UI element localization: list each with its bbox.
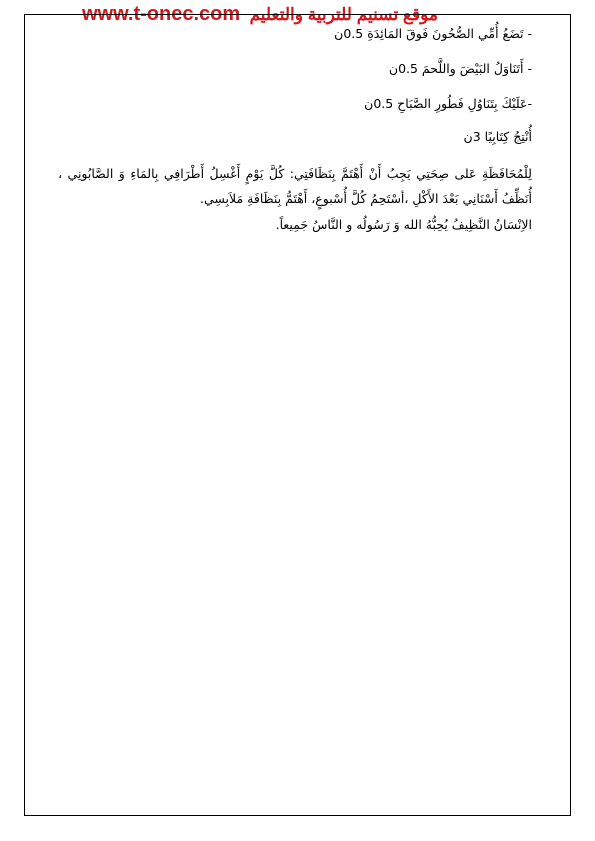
section-heading: أُنْتِجُ كِتَابِيًا 3ن <box>463 129 532 144</box>
page-content <box>58 24 532 235</box>
closing-sentence: الاِنْسَانُ النَّظِيفُ يُحِبُّهُ الله وَ رَسُولُه و النَّاسُ جَمِيعاً. <box>275 217 532 232</box>
exercise-line: - تَضَعُ أُمِّي الصُّحُونَ فَوقَ المَائِدَةِ 0.5ن <box>334 26 532 41</box>
exercise-line: -عَلَيْكَ بِتَنَاوُلِ فَطُورِ الصَّبَاحِ 0.5ن <box>364 96 532 111</box>
watermark-url: www.t-onec.com <box>82 3 241 25</box>
writing-paragraph: لِلْمُحَافَظَةِ عَلى صِحَتِي يَجِبُ أَنْ أَهْتَمَّ بِنَظَافَتِي: كُلَّ يَوْمٍ أَغْسِلُ أَطْرَافِي بِالمَاءِ وَ الصَّابُونِي ، أُنَظِّفُ أَسْنَانِي بَعْدَ الأَكْلِ ،أسْتَحِمُ كُلَّ أُسْبوعٍ، أَهْتَمُّ بِنَظَافَةِ مَلاَبِسِي. <box>58 166 532 206</box>
watermark-site-name: موقع تسنيم للتربية والتعليم <box>249 5 438 24</box>
exercise-line: - أَتَنَاوَلُ البَيْضَ واللَّحمَ 0.5ن <box>388 61 532 76</box>
